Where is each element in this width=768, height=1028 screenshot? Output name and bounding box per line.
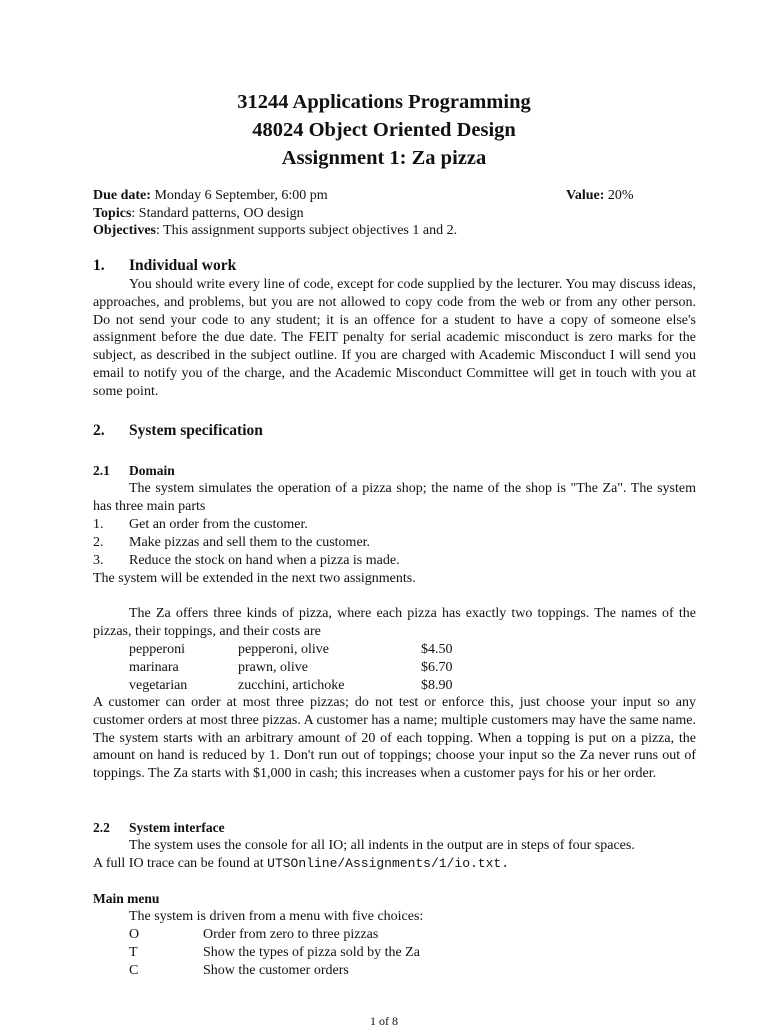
list-item bbox=[93, 552, 400, 569]
pizza-name: pepperoni bbox=[129, 642, 185, 657]
list-item-text: Reduce the stock on hand when a pizza is made. bbox=[129, 553, 400, 568]
subsection-2-2-heading bbox=[93, 819, 225, 836]
pizza-cost: $6.70 bbox=[421, 660, 453, 675]
section-1-heading bbox=[93, 256, 236, 275]
value-line bbox=[566, 187, 634, 204]
objectives-value: : This assignment supports subject objectives 1 and 2. bbox=[155, 223, 458, 238]
extension-note: The system will be extended in the next two assignments. bbox=[93, 571, 416, 586]
subsection-2-1-title: Domain bbox=[129, 463, 175, 478]
topics-line bbox=[93, 205, 304, 222]
pizza-toppings: zucchini, artichoke bbox=[238, 678, 345, 693]
list-item-text: Make pizzas and sell them to the customer. bbox=[129, 535, 371, 550]
menu-choice-text: Show the types of pizza sold by the Za bbox=[203, 945, 420, 960]
section-1-number: 1. bbox=[93, 257, 105, 274]
domain-rules: A customer can order at most three pizzas; do not test or enforce this, just choose your input so any customer orders at most three pizzas. A customer has a name; multiple customers may have the same name. The system starts with an arbitrary amount of 20 of each topping. When a topping is put on a pizza, the amount on hand is reduced by 1. Don't run out of toppings; choose your input so the Za never runs out of toppings. The Za starts with $1,000 in cash; this increases when a customer pays for his or her order. bbox=[93, 695, 696, 782]
value-label: Value: bbox=[566, 188, 605, 203]
menu-choice-key: O bbox=[129, 927, 140, 942]
pizza-cost: $8.90 bbox=[421, 678, 453, 693]
page-number: 1 of 8 bbox=[370, 1014, 398, 1028]
menu-choice-key: T bbox=[129, 945, 138, 960]
pizza-cost: $4.50 bbox=[421, 642, 453, 657]
section-2-heading bbox=[93, 421, 263, 440]
section-1-title: Individual work bbox=[129, 257, 237, 274]
list-item bbox=[93, 516, 308, 533]
subsection-2-1-heading bbox=[93, 462, 175, 479]
interface-line-1: The system uses the console for all IO; all indents in the output are in steps of four spaces. bbox=[129, 838, 635, 853]
objectives-line bbox=[93, 222, 457, 239]
list-item bbox=[93, 534, 370, 551]
pizza-name: vegetarian bbox=[129, 678, 188, 693]
main-menu-intro: The system is driven from a menu with five choices: bbox=[129, 909, 424, 924]
section-1-body: You should write every line of code, except for code supplied by the lecturer. You may discuss ideas, approaches, and problems, but you are not allowed to copy code from the web or from any other person. Do not send your code to any student; it is an offence for a student to have a copy of someone else's assignment before the due date. The FEIT penalty for serial academic misconduct is zero marks for the subject, as described in the subject outline. If you are charged with Academic Misconduct I will send you email to notify you of the charge, and the Academic Misconduct Committee will get in touch with you at some point. bbox=[93, 277, 696, 399]
course-title-1: 31244 Applications Programming bbox=[237, 91, 531, 113]
menu-choice-key: C bbox=[129, 963, 139, 978]
pizza-toppings: pepperoni, olive bbox=[238, 642, 329, 657]
due-date-line bbox=[93, 187, 328, 204]
list-item-text: Get an order from the customer. bbox=[129, 517, 308, 532]
domain-intro: The system simulates the operation of a pizza shop; the name of the shop is "The Za". The system has three main parts bbox=[93, 481, 696, 514]
due-date-label: Due date: bbox=[93, 188, 151, 203]
list-item-number: 3. bbox=[93, 553, 104, 568]
topics-value: : Standard patterns, OO design bbox=[131, 206, 304, 221]
objectives-label: Objectives bbox=[93, 223, 156, 238]
main-menu-heading: Main menu bbox=[93, 891, 160, 906]
list-item-number: 1. bbox=[93, 517, 104, 532]
topics-label: Topics bbox=[93, 206, 132, 221]
pizza-name: marinara bbox=[129, 660, 179, 675]
section-2-title: System specification bbox=[129, 422, 263, 439]
interface-line-2 bbox=[93, 855, 509, 872]
course-title-2: 48024 Object Oriented Design bbox=[252, 119, 516, 141]
interface-line-2-text: A full IO trace can be found at bbox=[93, 856, 268, 871]
menu-choice-text: Show the customer orders bbox=[203, 963, 349, 978]
list-item-number: 2. bbox=[93, 535, 104, 550]
section-2-number: 2. bbox=[93, 422, 105, 439]
due-date-value: Monday 6 September, 6:00 pm bbox=[154, 188, 328, 203]
pizzas-intro: The Za offers three kinds of pizza, where each pizza has exactly two toppings. The names of the pizzas, their toppings, and their costs are bbox=[93, 606, 696, 639]
value-value: 20% bbox=[607, 188, 634, 203]
subsection-2-2-title: System interface bbox=[129, 820, 225, 835]
assignment-title: Assignment 1: Za pizza bbox=[281, 147, 487, 169]
io-trace-path: UTSOnline/Assignments/1/io.txt. bbox=[267, 856, 509, 871]
subsection-2-2-number: 2.2 bbox=[93, 820, 110, 835]
subsection-2-1-number: 2.1 bbox=[93, 463, 110, 478]
pizza-toppings: prawn, olive bbox=[238, 660, 308, 675]
menu-choice-text: Order from zero to three pizzas bbox=[203, 927, 379, 942]
